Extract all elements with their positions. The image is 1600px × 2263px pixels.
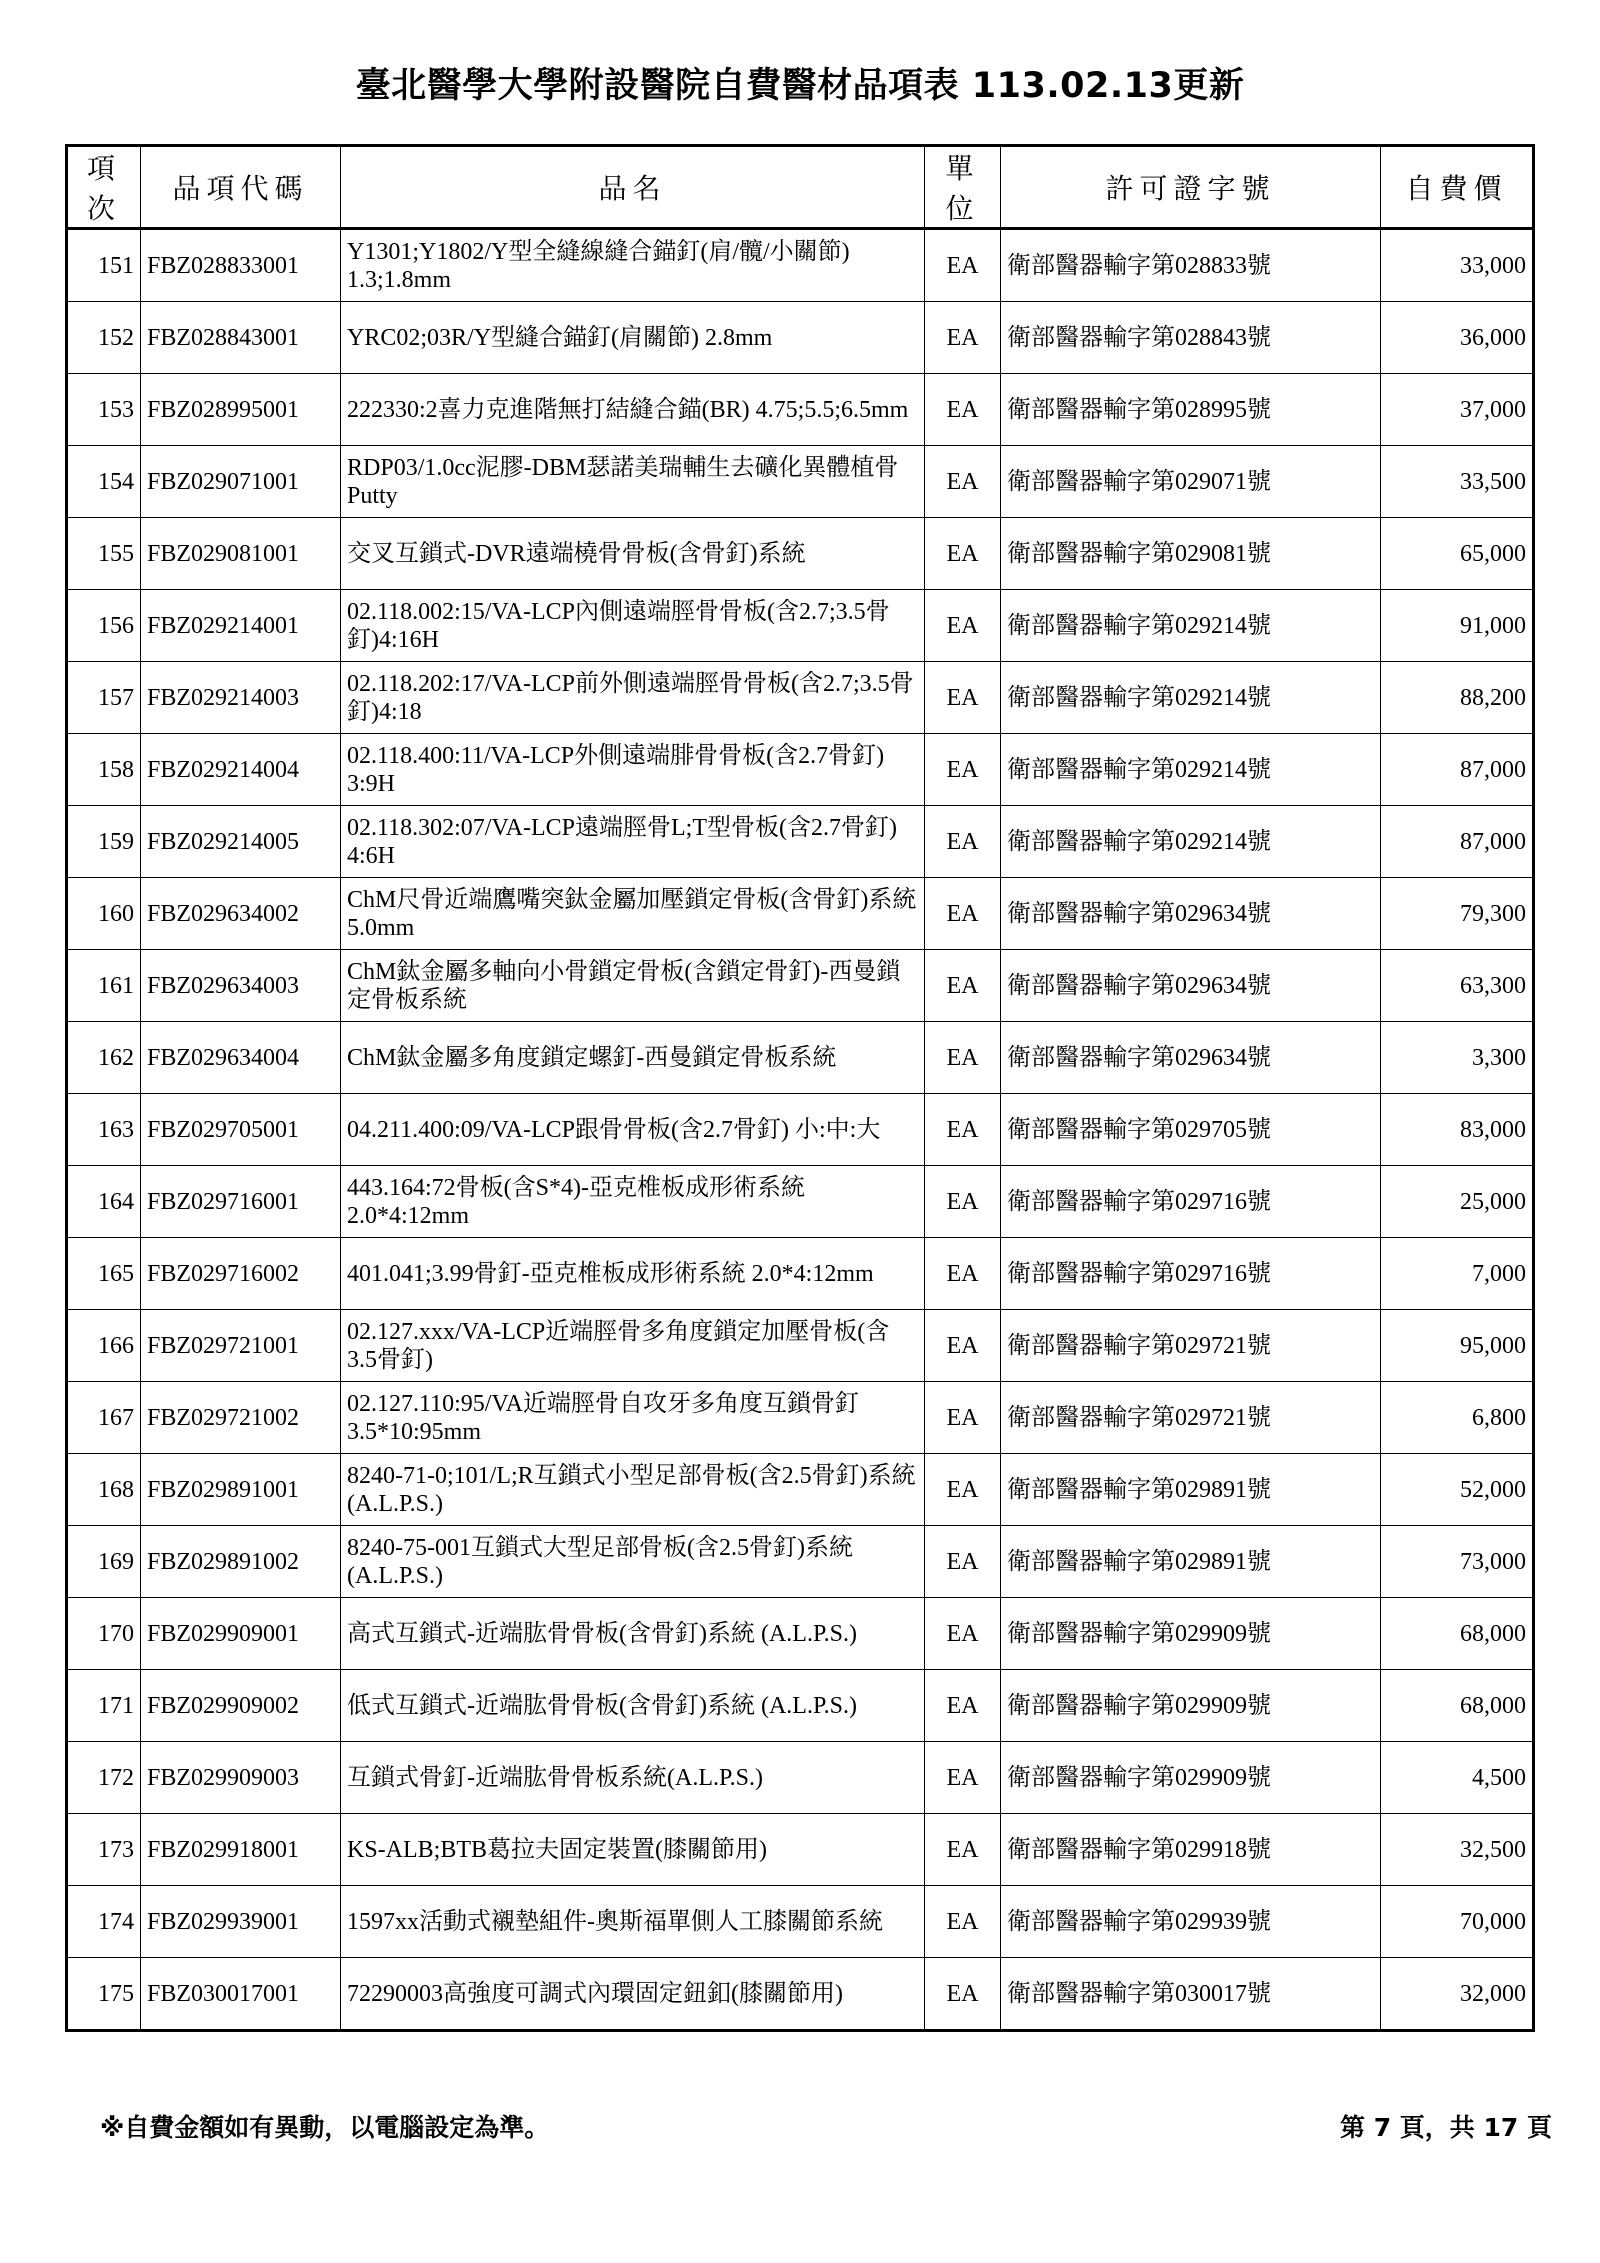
cell-unit: EA — [925, 1814, 1001, 1886]
table-row — [67, 1094, 1534, 1166]
cell-unit: EA — [925, 806, 1001, 878]
cell-license: 衛部醫器輸字第029214號 — [1001, 734, 1381, 806]
column-header-seq: 項次 — [67, 146, 141, 229]
cell-name: ChM鈦金屬多軸向小骨鎖定骨板(含鎖定骨釘)-西曼鎖定骨板系統 — [341, 950, 925, 1022]
cell-price: 68,000 — [1381, 1670, 1534, 1742]
cell-license: 衛部醫器輸字第029716號 — [1001, 1238, 1381, 1310]
cell-code: FBZ029634004 — [141, 1022, 341, 1094]
cell-unit: EA — [925, 229, 1001, 302]
column-header-unit: 單位 — [925, 146, 1001, 229]
cell-seq: 175 — [67, 1958, 141, 2031]
page-number: 第 7 頁，共 17 頁 — [1340, 2113, 1552, 2142]
cell-name: 222330:2喜力克進階無打結縫合錨(BR) 4.75;5.5;6.5mm — [341, 374, 925, 446]
cell-seq: 161 — [67, 950, 141, 1022]
cell-unit: EA — [925, 662, 1001, 734]
table-row — [67, 1814, 1534, 1886]
cell-license: 衛部醫器輸字第030017號 — [1001, 1958, 1381, 2031]
cell-code: FBZ029909002 — [141, 1670, 341, 1742]
cell-license: 衛部醫器輸字第029909號 — [1001, 1670, 1381, 1742]
cell-price: 52,000 — [1381, 1454, 1534, 1526]
cell-price: 70,000 — [1381, 1886, 1534, 1958]
cell-license: 衛部醫器輸字第029214號 — [1001, 806, 1381, 878]
cell-price: 33,500 — [1381, 446, 1534, 518]
cell-seq: 173 — [67, 1814, 141, 1886]
cell-price: 33,000 — [1381, 229, 1534, 302]
cell-license: 衛部醫器輸字第029721號 — [1001, 1382, 1381, 1454]
cell-name: 02.127.110:95/VA近端脛骨自攻牙多角度互鎖骨釘 3.5*10:95mm — [341, 1382, 925, 1454]
cell-license: 衛部醫器輸字第029721號 — [1001, 1310, 1381, 1382]
cell-price: 32,000 — [1381, 1958, 1534, 2031]
cell-name: KS-ALB;BTB葛拉夫固定裝置(膝關節用) — [341, 1814, 925, 1886]
table-row — [67, 590, 1534, 662]
cell-seq: 163 — [67, 1094, 141, 1166]
table-row — [67, 1526, 1534, 1598]
cell-unit: EA — [925, 1958, 1001, 2031]
cell-code: FBZ029634002 — [141, 878, 341, 950]
cell-code: FBZ029214005 — [141, 806, 341, 878]
cell-name: 02.118.202:17/VA-LCP前外側遠端脛骨骨板(含2.7;3.5骨釘)4:18 — [341, 662, 925, 734]
cell-name: 互鎖式骨釘-近端肱骨骨板系統(A.L.P.S.) — [341, 1742, 925, 1814]
cell-unit: EA — [925, 1886, 1001, 1958]
cell-license: 衛部醫器輸字第029634號 — [1001, 950, 1381, 1022]
cell-license: 衛部醫器輸字第029918號 — [1001, 1814, 1381, 1886]
cell-name: 72290003高強度可調式內環固定鈕釦(膝關節用) — [341, 1958, 925, 2031]
table-body — [67, 229, 1534, 2031]
cell-code: FBZ028843001 — [141, 302, 341, 374]
cell-unit: EA — [925, 1022, 1001, 1094]
cell-code: FBZ028995001 — [141, 374, 341, 446]
cell-code: FBZ029909003 — [141, 1742, 341, 1814]
cell-price: 25,000 — [1381, 1166, 1534, 1238]
table-header-row — [67, 146, 1534, 229]
cell-price: 32,500 — [1381, 1814, 1534, 1886]
cell-license: 衛部醫器輸字第028843號 — [1001, 302, 1381, 374]
cell-price: 87,000 — [1381, 806, 1534, 878]
cell-seq: 171 — [67, 1670, 141, 1742]
cell-seq: 165 — [67, 1238, 141, 1310]
cell-unit: EA — [925, 590, 1001, 662]
cell-seq: 166 — [67, 1310, 141, 1382]
cell-license: 衛部醫器輸字第029716號 — [1001, 1166, 1381, 1238]
cell-code: FBZ029918001 — [141, 1814, 341, 1886]
table-row — [67, 1022, 1534, 1094]
cell-code: FBZ029214001 — [141, 590, 341, 662]
cell-price: 88,200 — [1381, 662, 1534, 734]
cell-unit: EA — [925, 734, 1001, 806]
cell-price: 65,000 — [1381, 518, 1534, 590]
cell-price: 95,000 — [1381, 1310, 1534, 1382]
table-row — [67, 1742, 1534, 1814]
cell-name: 443.164:72骨板(含S*4)-亞克椎板成形術系統 2.0*4:12mm — [341, 1166, 925, 1238]
cell-name: 高式互鎖式-近端肱骨骨板(含骨釘)系統 (A.L.P.S.) — [341, 1598, 925, 1670]
cell-name: 8240-71-0;101/L;R互鎖式小型足部骨板(含2.5骨釘)系統(A.L.P.S.) — [341, 1454, 925, 1526]
cell-code: FBZ029716002 — [141, 1238, 341, 1310]
cell-license: 衛部醫器輸字第029071號 — [1001, 446, 1381, 518]
cell-seq: 160 — [67, 878, 141, 950]
cell-unit: EA — [925, 1382, 1001, 1454]
column-header-code: 品項代碼 — [141, 146, 341, 229]
table-row — [67, 1382, 1534, 1454]
cell-price: 79,300 — [1381, 878, 1534, 950]
cell-unit: EA — [925, 1166, 1001, 1238]
cell-price: 6,800 — [1381, 1382, 1534, 1454]
cell-license: 衛部醫器輸字第028833號 — [1001, 229, 1381, 302]
cell-unit: EA — [925, 1670, 1001, 1742]
cell-price: 63,300 — [1381, 950, 1534, 1022]
table-row — [67, 302, 1534, 374]
table-row — [67, 1310, 1534, 1382]
cell-code: FBZ029081001 — [141, 518, 341, 590]
cell-unit: EA — [925, 1454, 1001, 1526]
cell-seq: 168 — [67, 1454, 141, 1526]
cell-name: ChM尺骨近端鷹嘴突鈦金屬加壓鎖定骨板(含骨釘)系統 5.0mm — [341, 878, 925, 950]
table-row — [67, 1454, 1534, 1526]
page-title: 臺北醫學大學附設醫院自費醫材品項表 113.02.13更新 — [355, 66, 1245, 106]
cell-seq: 156 — [67, 590, 141, 662]
cell-seq: 157 — [67, 662, 141, 734]
table-row — [67, 1238, 1534, 1310]
cell-unit: EA — [925, 1742, 1001, 1814]
cell-seq: 151 — [67, 229, 141, 302]
cell-license: 衛部醫器輸字第029081號 — [1001, 518, 1381, 590]
cell-price: 7,000 — [1381, 1238, 1534, 1310]
cell-seq: 172 — [67, 1742, 141, 1814]
cell-unit: EA — [925, 302, 1001, 374]
table-row — [67, 950, 1534, 1022]
column-header-price: 自費價 — [1381, 146, 1534, 229]
cell-code: FBZ029214003 — [141, 662, 341, 734]
cell-seq: 170 — [67, 1598, 141, 1670]
table-row — [67, 806, 1534, 878]
cell-code: FBZ029909001 — [141, 1598, 341, 1670]
cell-code: FBZ029071001 — [141, 446, 341, 518]
cell-name: 02.118.302:07/VA-LCP遠端脛骨L;T型骨板(含2.7骨釘) 4:6H — [341, 806, 925, 878]
table-row — [67, 878, 1534, 950]
cell-unit: EA — [925, 1238, 1001, 1310]
cell-name: RDP03/1.0cc泥膠-DBM瑟諾美瑞輔生去礦化異體植骨 Putty — [341, 446, 925, 518]
cell-name: 低式互鎖式-近端肱骨骨板(含骨釘)系統 (A.L.P.S.) — [341, 1670, 925, 1742]
column-header-license: 許可證字號 — [1001, 146, 1381, 229]
cell-seq: 169 — [67, 1526, 141, 1598]
cell-name: 401.041;3.99骨釘-亞克椎板成形術系統 2.0*4:12mm — [341, 1238, 925, 1310]
cell-code: FBZ028833001 — [141, 229, 341, 302]
cell-unit: EA — [925, 1094, 1001, 1166]
table-row — [67, 229, 1534, 302]
table-row — [67, 1886, 1534, 1958]
cell-unit: EA — [925, 950, 1001, 1022]
cell-license: 衛部醫器輸字第029634號 — [1001, 878, 1381, 950]
cell-seq: 158 — [67, 734, 141, 806]
cell-seq: 153 — [67, 374, 141, 446]
cell-license: 衛部醫器輸字第029891號 — [1001, 1454, 1381, 1526]
cell-license: 衛部醫器輸字第029634號 — [1001, 1022, 1381, 1094]
cell-price: 36,000 — [1381, 302, 1534, 374]
cell-unit: EA — [925, 878, 1001, 950]
cell-unit: EA — [925, 1526, 1001, 1598]
cell-code: FBZ029721002 — [141, 1382, 341, 1454]
table-row — [67, 374, 1534, 446]
cell-name: YRC02;03R/Y型縫合錨釘(肩關節) 2.8mm — [341, 302, 925, 374]
cell-license: 衛部醫器輸字第029891號 — [1001, 1526, 1381, 1598]
cell-price: 4,500 — [1381, 1742, 1534, 1814]
cell-license: 衛部醫器輸字第029214號 — [1001, 662, 1381, 734]
cell-name: 04.211.400:09/VA-LCP跟骨骨板(含2.7骨釘) 小:中:大 — [341, 1094, 925, 1166]
table-row — [67, 662, 1534, 734]
cell-seq: 162 — [67, 1022, 141, 1094]
cell-seq: 164 — [67, 1166, 141, 1238]
cell-license: 衛部醫器輸字第029214號 — [1001, 590, 1381, 662]
cell-name: 交叉互鎖式-DVR遠端橈骨骨板(含骨釘)系統 — [341, 518, 925, 590]
cell-code: FBZ029634003 — [141, 950, 341, 1022]
cell-code: FBZ029705001 — [141, 1094, 341, 1166]
cell-code: FBZ029891002 — [141, 1526, 341, 1598]
table-row — [67, 1598, 1534, 1670]
cell-code: FBZ030017001 — [141, 1958, 341, 2031]
cell-code: FBZ029214004 — [141, 734, 341, 806]
cell-price: 83,000 — [1381, 1094, 1534, 1166]
cell-unit: EA — [925, 374, 1001, 446]
cell-seq: 174 — [67, 1886, 141, 1958]
cell-price: 3,300 — [1381, 1022, 1534, 1094]
cell-name: 8240-75-001互鎖式大型足部骨板(含2.5骨釘)系統(A.L.P.S.) — [341, 1526, 925, 1598]
price-table — [65, 144, 1535, 2032]
cell-price: 87,000 — [1381, 734, 1534, 806]
cell-name: Y1301;Y1802/Y型全縫線縫合錨釘(肩/髖/小關節) 1.3;1.8mm — [341, 229, 925, 302]
cell-license: 衛部醫器輸字第029705號 — [1001, 1094, 1381, 1166]
cell-code: FBZ029891001 — [141, 1454, 341, 1526]
cell-unit: EA — [925, 1598, 1001, 1670]
column-header-name: 品名 — [341, 146, 925, 229]
cell-unit: EA — [925, 1310, 1001, 1382]
cell-code: FBZ029716001 — [141, 1166, 341, 1238]
cell-name: 02.118.400:11/VA-LCP外側遠端腓骨骨板(含2.7骨釘) 3:9H — [341, 734, 925, 806]
cell-name: 02.118.002:15/VA-LCP內側遠端脛骨骨板(含2.7;3.5骨釘)4:16H — [341, 590, 925, 662]
cell-name: 02.127.xxx/VA-LCP近端脛骨多角度鎖定加壓骨板(含3.5骨釘) — [341, 1310, 925, 1382]
footer-note: ※自費金額如有異動，以電腦設定為準。 — [100, 2113, 550, 2142]
cell-seq: 159 — [67, 806, 141, 878]
cell-price: 37,000 — [1381, 374, 1534, 446]
cell-unit: EA — [925, 446, 1001, 518]
cell-name: ChM鈦金屬多角度鎖定螺釘-西曼鎖定骨板系統 — [341, 1022, 925, 1094]
cell-name: 1597xx活動式襯墊組件-奧斯福單側人工膝關節系統 — [341, 1886, 925, 1958]
cell-license: 衛部醫器輸字第028995號 — [1001, 374, 1381, 446]
cell-price: 73,000 — [1381, 1526, 1534, 1598]
cell-code: FBZ029939001 — [141, 1886, 341, 1958]
table-row — [67, 1166, 1534, 1238]
cell-code: FBZ029721001 — [141, 1310, 341, 1382]
cell-license: 衛部醫器輸字第029909號 — [1001, 1742, 1381, 1814]
cell-price: 91,000 — [1381, 590, 1534, 662]
cell-seq: 155 — [67, 518, 141, 590]
cell-unit: EA — [925, 518, 1001, 590]
cell-license: 衛部醫器輸字第029939號 — [1001, 1886, 1381, 1958]
table-row — [67, 446, 1534, 518]
cell-seq: 152 — [67, 302, 141, 374]
table-row — [67, 1958, 1534, 2031]
table-row — [67, 1670, 1534, 1742]
table-row — [67, 734, 1534, 806]
table-row — [67, 518, 1534, 590]
cell-price: 68,000 — [1381, 1598, 1534, 1670]
cell-seq: 167 — [67, 1382, 141, 1454]
cell-seq: 154 — [67, 446, 141, 518]
cell-license: 衛部醫器輸字第029909號 — [1001, 1598, 1381, 1670]
